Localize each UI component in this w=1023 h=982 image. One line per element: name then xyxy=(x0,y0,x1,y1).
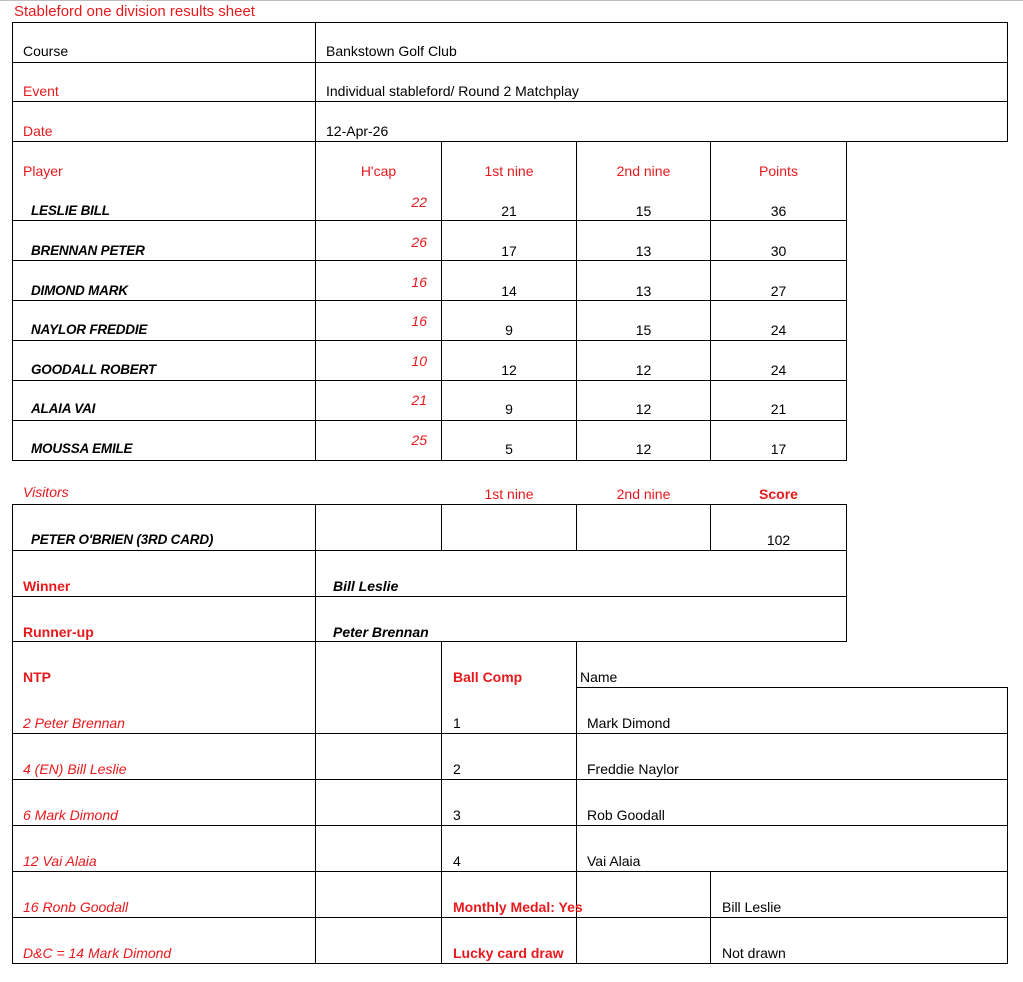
ballcomp-place-column xyxy=(441,641,577,964)
monthly-medal-label: Monthly Medal: Yes xyxy=(453,899,583,915)
lucky-card-label: Lucky card draw xyxy=(453,945,564,961)
ball-comp-place: 2 xyxy=(453,761,461,777)
ballcomp-row-4 xyxy=(12,825,1008,872)
monthly-medal-value: Bill Leslie xyxy=(722,899,782,915)
visitor-cell-second-nine xyxy=(576,504,711,551)
row-hcap: 10 xyxy=(411,353,427,369)
row-second-nine: 12 xyxy=(635,401,652,417)
ball-comp-place: 4 xyxy=(453,853,461,869)
row-player: LESLIE BILL xyxy=(31,203,110,218)
runner-up-value: Peter Brennan xyxy=(333,624,429,640)
row-first-nine: 21 xyxy=(501,203,517,219)
date-value: 12-Apr-26 xyxy=(326,123,389,139)
row-second-nine: 13 xyxy=(635,243,652,259)
row-hcap: 25 xyxy=(411,432,427,448)
ntp-column xyxy=(12,641,316,964)
row-hcap: 26 xyxy=(411,234,427,250)
row-hcap: 16 xyxy=(411,313,427,329)
row-first-nine: 17 xyxy=(501,243,517,259)
sheet-title: Stableford one division results sheet xyxy=(14,3,255,20)
visitor-cell-hcap xyxy=(315,504,442,551)
date-label: Date xyxy=(23,123,53,139)
row-hcap: 21 xyxy=(411,392,427,408)
visitors-score-header: Score xyxy=(759,486,798,502)
row-first-nine: 12 xyxy=(501,362,517,378)
row-player: ALAIA VAI xyxy=(31,401,96,416)
row-first-nine: 9 xyxy=(505,401,513,417)
header-hcap: H'cap xyxy=(360,163,397,179)
ball-comp-place: 1 xyxy=(453,715,461,731)
course-value: Bankstown Golf Club xyxy=(326,43,457,59)
row-points: 27 xyxy=(770,283,787,299)
row-second-nine: 15 xyxy=(635,322,652,338)
info-row-date xyxy=(12,101,1008,142)
header-second-nine: 2nd nine xyxy=(616,163,671,179)
row-second-nine: 12 xyxy=(635,362,652,378)
row-second-nine: 13 xyxy=(635,283,652,299)
row-points: 24 xyxy=(770,322,787,338)
row-hcap: 22 xyxy=(411,194,427,210)
winner-value: Bill Leslie xyxy=(333,578,399,594)
ball-comp-name-header: Name xyxy=(580,669,618,685)
row-points: 21 xyxy=(770,401,787,417)
ntp-item: 2 Peter Brennan xyxy=(23,715,125,731)
runner-up-label: Runner-up xyxy=(23,624,94,640)
header-points: Points xyxy=(759,163,798,179)
row-second-nine: 12 xyxy=(635,441,652,457)
ball-comp-name: Rob Goodall xyxy=(587,807,665,823)
ntp-spacer-column xyxy=(315,641,442,964)
header-first-nine: 1st nine xyxy=(484,163,534,179)
ntp-item: 12 Vai Alaia xyxy=(23,853,97,869)
ball-comp-name: Freddie Naylor xyxy=(587,761,679,777)
row-hcap: 16 xyxy=(411,274,427,290)
ntp-item: 6 Mark Dimond xyxy=(23,807,118,823)
ntp-label: NTP xyxy=(23,669,51,685)
event-value: Individual stableford/ Round 2 Matchplay xyxy=(326,83,579,99)
ballcomp-row-2 xyxy=(12,733,1008,780)
ball-comp-label: Ball Comp xyxy=(453,669,523,685)
winner-label: Winner xyxy=(23,578,71,594)
row-second-nine: 15 xyxy=(635,203,652,219)
row-player: MOUSSA EMILE xyxy=(31,441,133,456)
visitor-cell-first-nine xyxy=(441,504,577,551)
row-points: 36 xyxy=(770,203,787,219)
visitors-second-nine-header: 2nd nine xyxy=(616,486,671,502)
event-label: Event xyxy=(23,83,59,99)
visitors-label: Visitors xyxy=(23,484,69,500)
ball-comp-name: Vai Alaia xyxy=(587,853,641,869)
row-first-nine: 9 xyxy=(505,322,513,338)
lucky-card-value: Not drawn xyxy=(722,945,786,961)
row-player: DIMOND MARK xyxy=(31,283,128,298)
row-first-nine: 14 xyxy=(501,283,517,299)
row-points: 17 xyxy=(770,441,787,457)
row-player: NAYLOR FREDDIE xyxy=(31,322,148,337)
top-rule xyxy=(0,0,1023,1)
row-player: BRENNAN PETER xyxy=(31,243,145,258)
ntp-item: 16 Ronb Goodall xyxy=(23,899,129,915)
ball-comp-place: 3 xyxy=(453,807,461,823)
visitor-player: PETER O'BRIEN (3RD CARD) xyxy=(31,532,214,547)
row-player: GOODALL ROBERT xyxy=(31,362,156,377)
info-row-course xyxy=(12,22,1008,63)
header-player: Player xyxy=(23,163,63,179)
ball-comp-name: Mark Dimond xyxy=(587,715,671,731)
row-points: 30 xyxy=(770,243,787,259)
ntp-item: D&C = 14 Mark Dimond xyxy=(23,945,172,961)
visitors-first-nine-header: 1st nine xyxy=(484,486,534,502)
ntp-item: 4 (EN) Bill Leslie xyxy=(23,761,127,777)
row-points: 24 xyxy=(770,362,787,378)
row-first-nine: 5 xyxy=(505,441,513,457)
visitor-score: 102 xyxy=(766,532,791,548)
course-label: Course xyxy=(23,43,69,59)
